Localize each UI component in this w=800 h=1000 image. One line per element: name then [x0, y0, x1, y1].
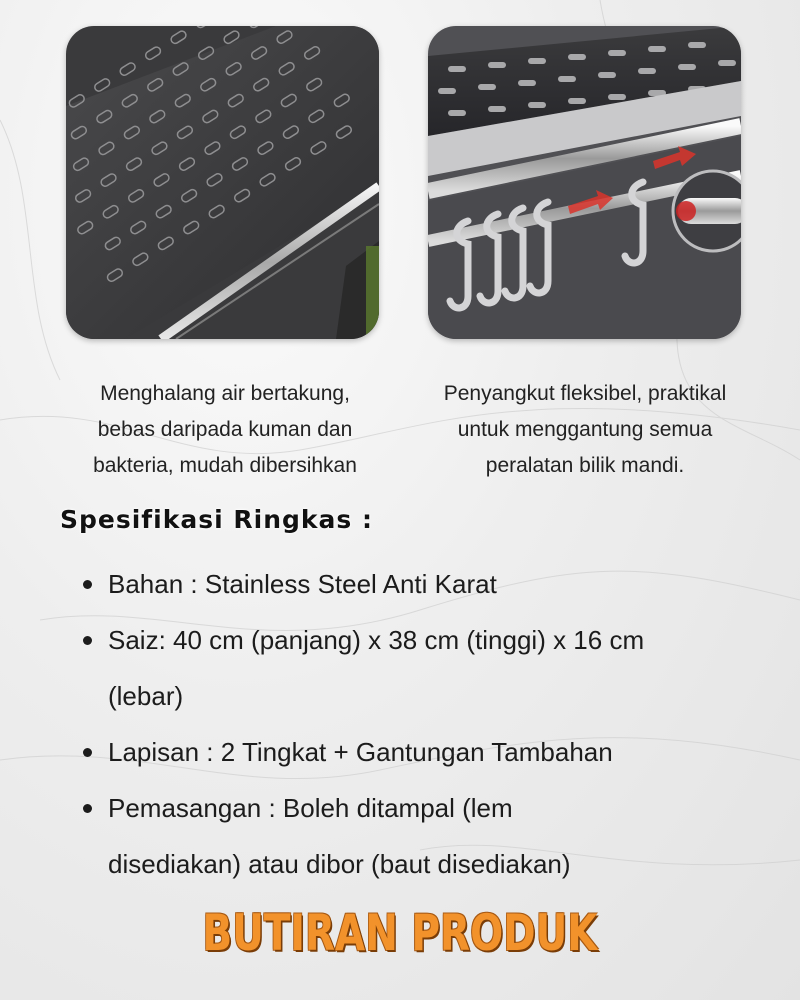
- spec-text: Lapisan : 2 Tingkat + Gantungan Tambahan: [108, 737, 613, 767]
- perforated-shelf-photo: [66, 26, 379, 339]
- spec-item-material: [80, 556, 770, 612]
- perforated-shelf-closeup-icon: [66, 26, 379, 339]
- caption-line: untuk menggantung semua: [457, 418, 713, 441]
- specs-list: [80, 556, 770, 892]
- caption-line: Penyangkut fleksibel, praktikal: [443, 382, 727, 405]
- spec-text-continued: disediakan) atau dibor (baut disediakan): [108, 849, 571, 879]
- specs-heading: Spesifikasi Ringkas :: [60, 505, 373, 534]
- spec-item-installation: [80, 780, 770, 892]
- spec-text-continued: (lebar): [108, 681, 184, 711]
- spec-item-layers: [80, 724, 770, 780]
- spec-text: Pemasangan : Boleh ditampal (lem: [108, 793, 513, 823]
- footer-title: BUTIRAN PRODUK: [202, 904, 598, 962]
- caption-left: [60, 376, 390, 484]
- caption-line: Menghalang air bertakung,: [100, 382, 350, 405]
- spec-item-size: [80, 612, 770, 724]
- hooks-on-rail-icon: [428, 26, 741, 339]
- hooks-on-rail-photo: [428, 26, 741, 339]
- caption-right: [420, 376, 750, 484]
- caption-line: bakteria, mudah dibersihkan: [93, 454, 357, 477]
- spec-text: Saiz: 40 cm (panjang) x 38 cm (tinggi) x 16 cm: [108, 625, 645, 655]
- spec-text: Bahan : Stainless Steel Anti Karat: [108, 569, 497, 599]
- caption-line: bebas daripada kuman dan: [97, 418, 353, 441]
- caption-line: peralatan bilik mandi.: [485, 454, 685, 477]
